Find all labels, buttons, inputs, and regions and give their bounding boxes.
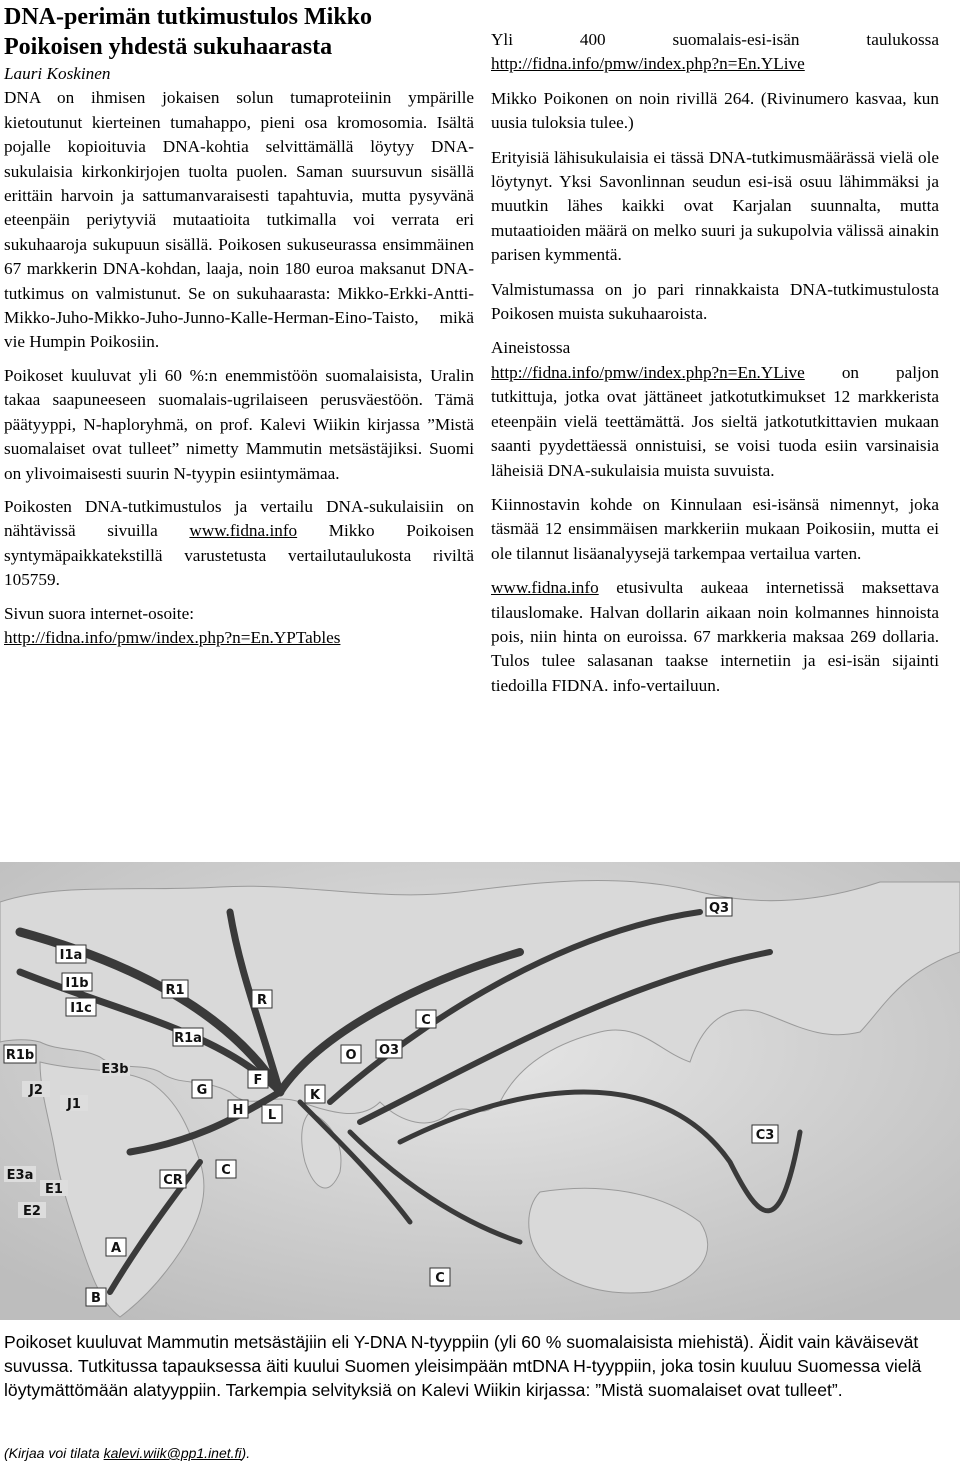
right-paragraph-6: Kiinnostavin kohde on Kinnulaan esi-isänsä nimennyt, joka täsmää 12 ensimmäisen markkeriin mukaan Poikosiin, mutta ei ole tilannut lisäanalyysejä tarkempaa vertailua varten. <box>491 494 939 563</box>
svg-text:I1c: I1c <box>70 1001 92 1016</box>
article-author: Lauri Koskinen <box>4 64 111 83</box>
right-paragraph-5 <box>491 336 939 482</box>
left-paragraph-1: DNA on ihmisen jokaisen solun tumaproteiinin ympärille kietoutunut kierteinen tumahappo, pieni osa kromosomia. Isältä pojalle kopioituvia DNA-kohtia selvittämällä löytyy DNA-sukulaisia kirkonkirjojen tuolta puolen. Saman suursuvun sisällä erittäin harvoin ja sattumanvaraisesti tapahtuvia, mutta pysyvänä eteenpäin periytyviä mutaatioita tutkimalla voi verrata eri sukuhaaroja sukupuun sisällä. Poikosen sukuseurassa ensimmäinen 67 markkerin DNA-kohdan, laaja, noin 180 euroa maksanut DNA-tutkimus on valmistunut. Se on sukuhaarasta: Mikko-Erkki-Antti-Mikko-Juho-Mikko-Juho-Junno-Kalle-Herman-Eino-Taisto, mikä vie Humpin Poikosiin. <box>4 88 474 352</box>
svg-text:CR: CR <box>163 1173 183 1188</box>
left-paragraph-3 <box>4 495 474 593</box>
svg-text:C: C <box>421 1013 431 1028</box>
svg-text:J1: J1 <box>67 1097 81 1112</box>
map-label-i1b <box>62 973 92 991</box>
map-label-l <box>262 1105 282 1123</box>
right-column <box>491 28 939 708</box>
direct-address-label: Sivun suora internet-osoite: <box>4 603 194 623</box>
footnote-text: (Kirjaa voi tilata <box>4 1445 100 1461</box>
map-label-o3 <box>376 1040 402 1058</box>
right-paragraph-3: Erityisiä lähisukulaisia ei tässä DNA-tutkimusmäärässä vielä ole löytynyt. Yksi Savonlinnan seudun esi-isä osuu lähimmäksi ja muutkin lähes kaikki ovat Karjalan suunnalta, mutta mutaatioiden määrä on melko suuri ja sukupolvia välissä ainakin parisen kymmentä. <box>491 147 939 265</box>
svg-text:R1a: R1a <box>174 1031 202 1046</box>
svg-text:F: F <box>253 1073 263 1088</box>
map-label-o <box>341 1045 361 1063</box>
article-title <box>4 2 474 62</box>
map-label-r1b <box>4 1045 36 1063</box>
svg-text:R1: R1 <box>165 983 185 998</box>
left-column <box>4 0 474 659</box>
svg-text:K: K <box>309 1088 321 1103</box>
svg-text:L: L <box>267 1108 277 1123</box>
svg-text:C: C <box>221 1163 231 1178</box>
map-label-e3a <box>4 1166 36 1183</box>
map-label-c-south <box>216 1160 236 1178</box>
left-paragraph-2: Poikoset kuuluvat yli 60 %:n enemmistöön suomalaisista, Uralin takaa saapuneeseen suomalais-ugrilaiseen perusväestöön. Tämä päätyyppi, N-haploryhmä, on prof. Kalevi Wiikin kirjassa ”Mistä suomalaiset ovat tulleet” nimetty Mammutin metsästäjiksi. Suomi on ylivoimaisesti suurin N-tyypin esiintymämaa. <box>4 365 474 483</box>
article-title-line2: Poikoisen yhdestä sukuhaarasta <box>4 34 333 60</box>
map-label-i1a <box>56 945 86 963</box>
svg-text:R1b: R1b <box>5 1048 35 1063</box>
footnote-end: ). <box>241 1445 251 1461</box>
right-paragraph-5-text: on paljon tutkittuja, jotka ovat jättäneet jatkotutkimukset 12 markkerista eteenpäin vielä teettämättä. Jos sieltä jatkotutkittavien mukaan saanti pyydettäessä onnistuisi, se voisi tuoda esiin varsinaisia läheisiä DNA-sukulaisia muista suvuista. <box>491 362 939 480</box>
svg-text:J2: J2 <box>29 1083 43 1098</box>
right-paragraph-7 <box>491 576 939 698</box>
svg-text:E2: E2 <box>23 1204 41 1219</box>
right-paragraph-1 <box>491 28 939 77</box>
map-label-b <box>86 1288 106 1306</box>
map-caption <box>4 1330 934 1403</box>
map-label-q3 <box>706 898 732 916</box>
svg-text:E3b: E3b <box>101 1062 129 1077</box>
map-caption-text: Poikoset kuuluvat Mammutin metsästäjiin eli Y-DNA N-tyyppiin (yli 60 % suomalaisista miehistä). Äidit vain käväisevät suvussa. Tutkitussa tapauksessa äiti kuului Suomen yleisimpään mtDNA H-tyyppiin, joka tosin kuuluu Suomessa vielä löytymättömään alatyyppiin. Tarkempia selvityksiä on Kalevi Wiikin kirjassa: ”Mistä suomalaiset ovat tulleet”. <box>4 1332 922 1401</box>
map-label-j2 <box>22 1081 50 1098</box>
svg-text:C: C <box>435 1271 445 1286</box>
map-label-c-asia <box>416 1010 436 1028</box>
right-paragraph-5-label: Aineistossa <box>491 338 571 358</box>
ylive-link-2[interactable]: http://fidna.info/pmw/index.php?n=En.YLive <box>491 362 805 382</box>
map-label-cr <box>160 1170 186 1188</box>
right-paragraph-4: Valmistumassa on jo pari rinnakkaista DNA-tutkimustulosta Poikosen muista sukuhaaroista. <box>491 279 939 324</box>
svg-text:E1: E1 <box>45 1182 63 1197</box>
migration-map <box>0 862 960 1320</box>
svg-text:B: B <box>91 1291 101 1306</box>
map-label-c-australia <box>430 1268 450 1286</box>
map-label-g <box>192 1080 212 1098</box>
map-label-e2 <box>18 1202 46 1219</box>
svg-text:O: O <box>345 1048 357 1063</box>
fidna-link[interactable]: www.fidna.info <box>189 521 298 541</box>
map-label-r1a <box>173 1028 203 1046</box>
footnote <box>4 1444 250 1462</box>
map-label-e1 <box>40 1180 68 1197</box>
map-label-a <box>106 1238 126 1256</box>
map-label-c3 <box>752 1125 778 1143</box>
left-paragraph-3-rest: Mikko Poikoisen syntymäpaikkatekstillä varustetusta vertailutaulukosta riviltä 105759. <box>4 521 474 590</box>
svg-text:O3: O3 <box>378 1043 400 1058</box>
map-label-e3b <box>100 1060 130 1077</box>
svg-text:H: H <box>232 1103 244 1118</box>
right-paragraph-2: Mikko Poikonen on noin rivillä 264. (Rivinumero kasvaa, kun uusia tuloksia tulee.) <box>491 88 939 133</box>
email-link[interactable]: kalevi.wiik@pp1.inet.fi <box>103 1445 242 1461</box>
map-label-r <box>252 990 272 1008</box>
svg-text:R: R <box>256 993 268 1008</box>
ylive-link[interactable]: http://fidna.info/pmw/index.php?n=En.YLive <box>491 54 805 74</box>
map-label-j1 <box>60 1095 88 1112</box>
svg-text:I1a: I1a <box>59 948 83 963</box>
right-paragraph-7-text: etusivulta aukeaa internetissä maksettava tilauslomake. Halvan dollarin aikaan noin kolmannes hinnoista pois, niin hinta on euroissa. 67 markkeria maksaa 269 dollaria. Tulos tulee salasanan taakse internetiin ja esi-isän sijainti tiedoilla FIDNA. info-vertailuun. <box>491 578 939 695</box>
map-label-f <box>248 1070 268 1088</box>
svg-text:E3a: E3a <box>6 1168 34 1183</box>
map-label-k <box>305 1085 325 1103</box>
svg-text:A: A <box>110 1241 122 1256</box>
svg-text:Q3: Q3 <box>708 901 730 916</box>
map-label-i1c <box>66 998 96 1016</box>
svg-text:C3: C3 <box>755 1128 775 1143</box>
fidna-link-2[interactable]: www.fidna.info <box>491 578 599 598</box>
map-label-h <box>228 1100 248 1118</box>
left-paragraph-3-text: Poikosten DNA-tutkimustulos ja vertailu DNA-sukulaisiin on nähtävissä sivuilla <box>4 496 474 541</box>
svg-text:G: G <box>196 1083 208 1098</box>
svg-text:I1b: I1b <box>65 976 89 991</box>
right-paragraph-1-text: Yli 400 suomalais-esi-isän taulukossa <box>491 30 939 49</box>
yptables-link[interactable]: http://fidna.info/pmw/index.php?n=En.YPTables <box>4 627 341 647</box>
left-paragraph-4 <box>4 602 474 651</box>
map-label-r1 <box>162 980 188 998</box>
article-title-line1: DNA-perimän tutkimustulos Mikko <box>4 4 373 30</box>
